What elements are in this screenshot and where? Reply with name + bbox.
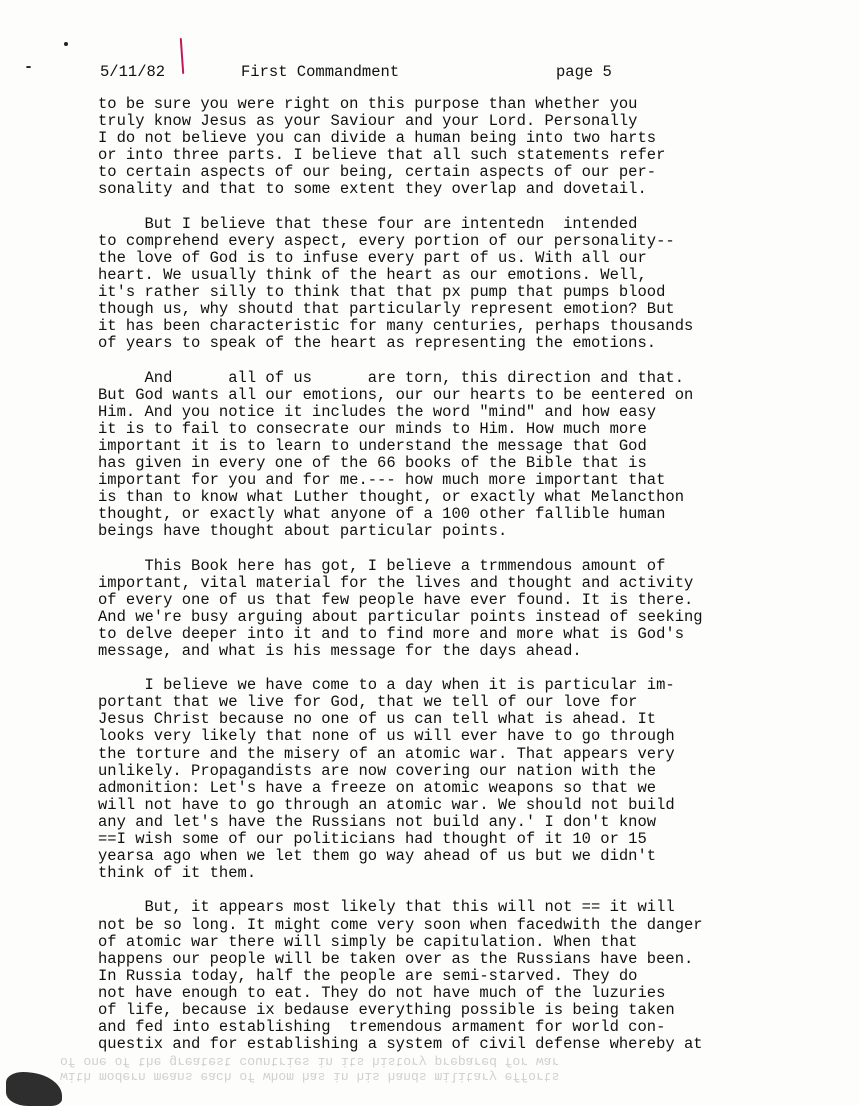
text-line: truly know Jesus as your Saviour and your Lord. Personally bbox=[98, 112, 638, 131]
bleed-through-text bbox=[60, 1054, 780, 1084]
text-line: I do not believe you can divide a human being into two harts bbox=[98, 129, 657, 148]
text-line: heart. We usually think of the heart as our emotions. Well, bbox=[98, 265, 647, 284]
text-line: of every one of us that few people have ever found. It is there. bbox=[98, 590, 694, 609]
text-line: it is to fail to consecrate our minds to Him. How much more bbox=[98, 419, 647, 438]
paragraph bbox=[98, 899, 788, 1053]
corner-smudge bbox=[6, 1072, 62, 1106]
text-line: though us, why shoutd that particularly represent emotion? But bbox=[98, 300, 675, 319]
text-line: has given in every one of the 66 books of the Bible that is bbox=[98, 453, 647, 472]
paragraph bbox=[98, 370, 788, 541]
text-line: And we're busy arguing about particular points instead of seeking bbox=[98, 607, 703, 626]
text-line: Jesus Christ because no one of us can tell what is ahead. It bbox=[98, 710, 657, 729]
bleed-line: with modern means each of whom has in his hands military efforts bbox=[60, 1069, 560, 1084]
text-line: it's rather silly to think that that px pump that pumps blood bbox=[98, 283, 666, 302]
text-line: questix and for establishing a system of civil defense whereby at bbox=[98, 1035, 703, 1054]
header-page-number: page 5 bbox=[556, 63, 612, 81]
text-line: But God wants all our emotions, our our hearts to be eentered on bbox=[98, 385, 694, 404]
text-line: important for you and for me.--- how much more important that bbox=[98, 471, 666, 490]
text-line: not be so long. It might come very soon when facedwith the danger bbox=[98, 915, 703, 934]
text-line: of life, because ix bedause everything possible is being taken bbox=[98, 1000, 675, 1019]
body-text bbox=[98, 96, 788, 1070]
text-line: to be sure you were right on this purpose than whether you bbox=[98, 95, 638, 113]
text-line: to certain aspects of our being, certain aspects of our per- bbox=[98, 163, 657, 182]
text-line: ==I wish some of our politicians had thought of it 10 or 15 bbox=[98, 830, 647, 849]
text-line: to comprehend every aspect, every portion of our personality-- bbox=[98, 231, 675, 250]
text-line: But, it appears most likely that this will not == it will bbox=[98, 898, 675, 917]
ink-speck bbox=[64, 42, 68, 46]
paragraph bbox=[98, 558, 788, 661]
text-line: of atomic war there will simply be capitulation. When that bbox=[98, 932, 638, 951]
text-line: I believe we have come to a day when it is particular im- bbox=[98, 676, 675, 695]
text-line: important it is to learn to understand the message that God bbox=[98, 436, 647, 455]
text-line: to delve deeper into it and to find more and more what is God's bbox=[98, 624, 684, 643]
text-line: thought, or exactly what anyone of a 100 other fallible human bbox=[98, 505, 666, 524]
text-line: the torture and the misery of an atomic war. That appears very bbox=[98, 744, 675, 763]
text-line: is than to know what Luther thought, or exactly what Melancthon bbox=[98, 488, 684, 507]
header-title: First Commandment bbox=[241, 63, 400, 81]
header-date: 5/11/82 bbox=[100, 63, 166, 81]
bleed-line: of one of the greatest countries in its history prepared for war bbox=[60, 1054, 560, 1069]
paragraph bbox=[98, 96, 788, 199]
text-line: any and let's have the Russians not build any.' I don't know bbox=[98, 812, 657, 831]
text-line: But I believe that these four are intentedn intended bbox=[98, 214, 638, 233]
text-line: happens our people will be taken over as the Russians have been. bbox=[98, 949, 694, 968]
text-line: think of it them. bbox=[98, 864, 257, 883]
text-line: will not have to go through an atomic war. We should not build bbox=[98, 795, 675, 814]
text-line: sonality and that to some extent they overlap and dovetail. bbox=[98, 180, 647, 199]
text-line: or into three parts. I believe that all such statements refer bbox=[98, 146, 666, 165]
text-line: portant that we live for God, that we tell of our love for bbox=[98, 693, 638, 712]
text-line: the love of God is to infuse every part of us. With all our bbox=[98, 248, 647, 267]
text-line: And all of us are torn, this direction and that. bbox=[98, 368, 684, 387]
text-line: of years to speak of the heart as representing the emotions. bbox=[98, 334, 657, 353]
paragraph bbox=[98, 216, 788, 353]
text-line: beings have thought about particular points. bbox=[98, 522, 508, 541]
text-line: and fed into establishing tremendous armament for world con- bbox=[98, 1018, 666, 1037]
text-line: it has been characteristic for many centuries, perhaps thousands bbox=[98, 317, 694, 336]
text-line: In Russia today, half the people are semi-starved. They do bbox=[98, 966, 638, 985]
paragraph bbox=[98, 677, 788, 882]
text-line: message, and what is his message for the days ahead. bbox=[98, 642, 582, 660]
text-line: yearsa ago when we let them go way ahead of us but we didn't bbox=[98, 847, 657, 866]
text-line: important, vital material for the lives and thought and activity bbox=[98, 573, 694, 592]
ink-speck bbox=[26, 66, 31, 68]
text-line: not have enough to eat. They do not have much of the luzuries bbox=[98, 983, 666, 1002]
text-line: Him. And you notice it includes the word "mind" and how easy bbox=[98, 402, 657, 421]
text-line: This Book here has got, I believe a trmmendous amount of bbox=[98, 556, 666, 575]
page-header bbox=[100, 60, 620, 84]
text-line: unlikely. Propagandists are now covering our nation with the bbox=[98, 761, 657, 780]
text-line: looks very likely that none of us will ever have to go through bbox=[98, 727, 675, 746]
text-line: admonition: Let's have a freeze on atomic weapons so that we bbox=[98, 778, 657, 797]
